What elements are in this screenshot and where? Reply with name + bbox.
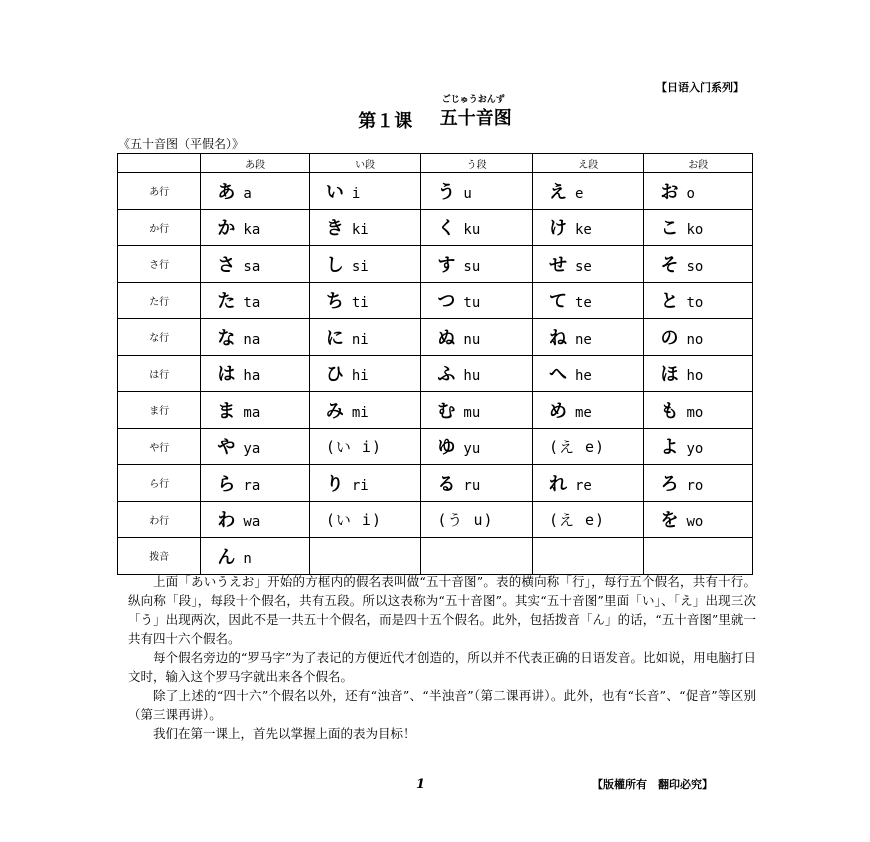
romaji-label: ka <box>243 222 261 239</box>
series-label: 【日语入门系列】 <box>656 81 744 94</box>
romaji-label: no <box>686 331 704 348</box>
kana-character: れ <box>548 473 567 495</box>
lesson-title-ruby: ごじゅうおんず <box>441 95 505 105</box>
table-row <box>118 538 753 575</box>
kana-character: は <box>217 364 236 386</box>
kana-cell <box>532 319 644 356</box>
kana-character: ぬ <box>437 327 456 349</box>
row-header: 拨音 <box>118 538 201 575</box>
kana-cell <box>201 465 309 502</box>
lesson-title-text: 五十音图 <box>439 108 512 129</box>
romaji-label: ro <box>686 477 704 494</box>
kana-character: ろ <box>660 473 679 495</box>
romaji-label: ko <box>686 222 704 239</box>
romaji-label: u <box>463 185 472 202</box>
kana-cell <box>309 319 421 356</box>
kana-cell <box>644 538 753 575</box>
romaji-label: nu <box>463 331 481 348</box>
column-header: え段 <box>532 154 644 173</box>
repeated-kana: (う u) <box>437 510 494 529</box>
kana-cell <box>644 465 753 502</box>
romaji-label: ku <box>463 222 481 239</box>
romaji-label: ne <box>574 331 592 348</box>
romaji-label: re <box>574 477 592 494</box>
romaji-label: si <box>351 258 369 275</box>
kana-character: む <box>437 400 456 422</box>
kana-cell <box>421 501 533 538</box>
kana-character: ね <box>548 327 567 349</box>
romaji-label: wo <box>686 514 704 531</box>
kana-cell <box>421 465 533 502</box>
kana-cell <box>201 246 309 283</box>
kana-cell <box>421 428 533 465</box>
table-row <box>118 173 753 210</box>
kana-character: に <box>325 327 344 349</box>
kana-character: い <box>325 181 344 203</box>
kana-cell <box>644 428 753 465</box>
kana-cell <box>421 282 533 319</box>
table-row <box>118 392 753 429</box>
row-header: た行 <box>118 282 201 319</box>
kana-character: ら <box>217 473 236 495</box>
kana-cell <box>644 282 753 319</box>
kana-character: せ <box>548 254 567 276</box>
romaji-label: sa <box>243 258 261 275</box>
repeated-kana: (い i) <box>325 510 382 529</box>
romaji-label: a <box>243 185 252 202</box>
kana-cell <box>201 392 309 429</box>
romaji-label: e <box>574 185 584 202</box>
romaji-label: wa <box>243 514 261 531</box>
table-row <box>118 355 753 392</box>
kana-cell <box>201 173 309 210</box>
row-header: ま行 <box>118 392 201 429</box>
table-row <box>118 501 753 538</box>
kana-character: を <box>660 510 679 532</box>
kana-cell <box>201 209 309 246</box>
kana-cell <box>309 428 421 465</box>
kana-character: う <box>437 181 456 203</box>
paragraph: 上面「あいうえお」开始的方框内的假名表叫做“五十音图”。表的横向称「行」，每行五个假名，共有十行。纵向称「段」，每段十个假名，共有五段。所以这表称为“五十音图”。其实“五十音图”里面「い」、「え」出现三次「う」出现两次，因此不是一共五十个假名，而是四十五个假名。此外，包括拨音「ん」的话，“五十音图”里就一共有四十六个假名。 <box>128 574 756 646</box>
kana-cell <box>421 538 533 575</box>
paragraph: 除了上述的“四十六”个假名以外，还有“浊音”、“半浊音”（第二课再讲）。此外，也有“长音”、“促音”等区别（第三课再讲）。 <box>128 688 756 722</box>
romaji-label: me <box>574 404 592 421</box>
kana-cell <box>309 246 421 283</box>
kana-cell <box>201 428 309 465</box>
table-row <box>118 246 753 283</box>
kana-cell <box>309 282 421 319</box>
kana-cell <box>532 538 644 575</box>
row-header: は行 <box>118 355 201 392</box>
column-header: あ段 <box>201 154 309 173</box>
romaji-label: su <box>463 258 481 275</box>
row-header: あ行 <box>118 173 201 210</box>
row-header: や行 <box>118 428 201 465</box>
romaji-label: se <box>574 258 592 275</box>
kana-character: て <box>548 291 567 313</box>
kana-cell <box>309 392 421 429</box>
kana-character: る <box>437 473 456 495</box>
kana-character: な <box>217 327 236 349</box>
kana-cell <box>644 501 753 538</box>
table-caption: 《五十音图（平假名）》 <box>118 137 245 151</box>
kana-cell <box>644 209 753 246</box>
kana-character: お <box>660 181 679 203</box>
romaji-label: tu <box>463 295 481 312</box>
kana-character: と <box>660 291 679 313</box>
romaji-label: mu <box>463 404 481 421</box>
kana-cell <box>644 355 753 392</box>
kana-character: り <box>325 473 344 495</box>
table-row <box>118 319 753 356</box>
kana-cell <box>644 319 753 356</box>
kana-cell <box>532 282 644 319</box>
column-header: お段 <box>644 154 753 173</box>
romaji-label: to <box>686 295 704 312</box>
kana-cell <box>644 173 753 210</box>
romaji-label: mo <box>686 404 704 421</box>
kana-cell <box>421 246 533 283</box>
romaji-label: ri <box>351 477 369 494</box>
lesson-number: 第１课 <box>358 111 413 132</box>
kana-character: み <box>325 400 344 422</box>
romaji-label: ta <box>243 295 261 312</box>
romaji-label: n <box>243 550 252 567</box>
repeated-kana: (え e) <box>548 510 606 529</box>
page-number: 1 <box>416 777 426 792</box>
kana-cell <box>532 501 644 538</box>
romaji-label: i <box>351 185 361 202</box>
kana-cell <box>532 209 644 246</box>
column-header: う段 <box>421 154 533 173</box>
repeated-kana: (い i) <box>325 437 382 456</box>
romaji-label: ma <box>243 404 261 421</box>
kana-character: か <box>217 218 236 240</box>
romaji-label: na <box>243 331 261 348</box>
romaji-label: yo <box>686 441 704 458</box>
kana-character: た <box>217 291 236 313</box>
kana-character: ふ <box>437 364 456 386</box>
romaji-label: ke <box>574 222 592 239</box>
row-header: か行 <box>118 209 201 246</box>
paragraph: 每个假名旁边的“罗马字”为了表记的方便近代才创造的，所以并不代表正确的日语发音。比如说，用电脑打日文时，输入这个罗马字就出来各个假名。 <box>128 650 756 684</box>
kana-character: く <box>437 218 456 240</box>
gojuon-table <box>117 153 753 575</box>
romaji-label: ho <box>686 368 704 385</box>
kana-character: も <box>660 400 679 422</box>
kana-cell <box>644 246 753 283</box>
romaji-label: ra <box>243 477 261 494</box>
kana-cell <box>421 209 533 246</box>
kana-character: よ <box>660 437 679 459</box>
kana-cell <box>532 246 644 283</box>
romaji-label: hi <box>351 368 369 385</box>
romaji-label: he <box>574 368 592 385</box>
column-header: い段 <box>309 154 421 173</box>
kana-cell <box>532 428 644 465</box>
kana-character: ん <box>217 546 236 568</box>
kana-cell <box>309 355 421 392</box>
lesson-title <box>0 95 870 132</box>
romaji-label: ha <box>243 368 261 385</box>
romaji-label: hu <box>463 368 481 385</box>
paragraph: 我们在第一课上，首先以掌握上面的表为目标！ <box>153 726 416 741</box>
row-header: わ行 <box>118 501 201 538</box>
kana-cell <box>201 319 309 356</box>
romaji-label: so <box>686 258 704 275</box>
kana-character: ゆ <box>437 437 456 459</box>
kana-character: ほ <box>660 364 679 386</box>
kana-cell <box>532 173 644 210</box>
romaji-label: mi <box>351 404 369 421</box>
romaji-label: ru <box>463 477 481 494</box>
romaji-label: ti <box>351 295 369 312</box>
explanation-text <box>128 572 756 743</box>
kana-character: ひ <box>325 364 344 386</box>
table-row <box>118 428 753 465</box>
kana-character: す <box>437 254 456 276</box>
kana-character: え <box>548 181 567 203</box>
romaji-label: ki <box>351 222 369 239</box>
kana-cell <box>201 501 309 538</box>
table-row <box>118 282 753 319</box>
kana-character: き <box>325 218 344 240</box>
kana-cell <box>309 538 421 575</box>
kana-character: さ <box>217 254 236 276</box>
kana-cell <box>309 173 421 210</box>
lesson-title-main <box>439 95 512 130</box>
kana-character: わ <box>217 510 236 532</box>
kana-character: の <box>660 327 679 349</box>
kana-cell <box>644 392 753 429</box>
kana-cell <box>421 173 533 210</box>
kana-cell <box>309 209 421 246</box>
table-corner <box>118 154 201 173</box>
kana-cell <box>309 501 421 538</box>
kana-character: け <box>548 218 567 240</box>
romaji-label: te <box>574 295 592 312</box>
kana-cell <box>201 355 309 392</box>
kana-cell <box>201 538 309 575</box>
romaji-label: o <box>686 185 695 202</box>
kana-character: め <box>548 400 567 422</box>
table-row <box>118 465 753 502</box>
kana-cell <box>532 392 644 429</box>
kana-cell <box>201 282 309 319</box>
kana-character: へ <box>548 364 567 386</box>
romaji-label: ya <box>243 441 261 458</box>
row-header: な行 <box>118 319 201 356</box>
kana-character: や <box>217 437 236 459</box>
romaji-label: yu <box>463 441 481 458</box>
kana-cell <box>532 355 644 392</box>
kana-cell <box>421 319 533 356</box>
kana-character: ち <box>325 291 344 313</box>
kana-cell <box>532 465 644 502</box>
kana-cell <box>309 465 421 502</box>
kana-character: そ <box>660 254 679 276</box>
kana-character: し <box>325 254 344 276</box>
romaji-label: ni <box>351 331 369 348</box>
copyright-notice: 【版權所有 翻印必究】 <box>592 778 713 791</box>
row-header: さ行 <box>118 246 201 283</box>
kana-cell <box>421 392 533 429</box>
kana-cell <box>421 355 533 392</box>
kana-character: ま <box>217 400 236 422</box>
kana-character: あ <box>217 181 236 203</box>
kana-character: こ <box>660 218 679 240</box>
row-header: ら行 <box>118 465 201 502</box>
kana-character: つ <box>437 291 456 313</box>
repeated-kana: (え e) <box>548 437 606 456</box>
table-row <box>118 209 753 246</box>
